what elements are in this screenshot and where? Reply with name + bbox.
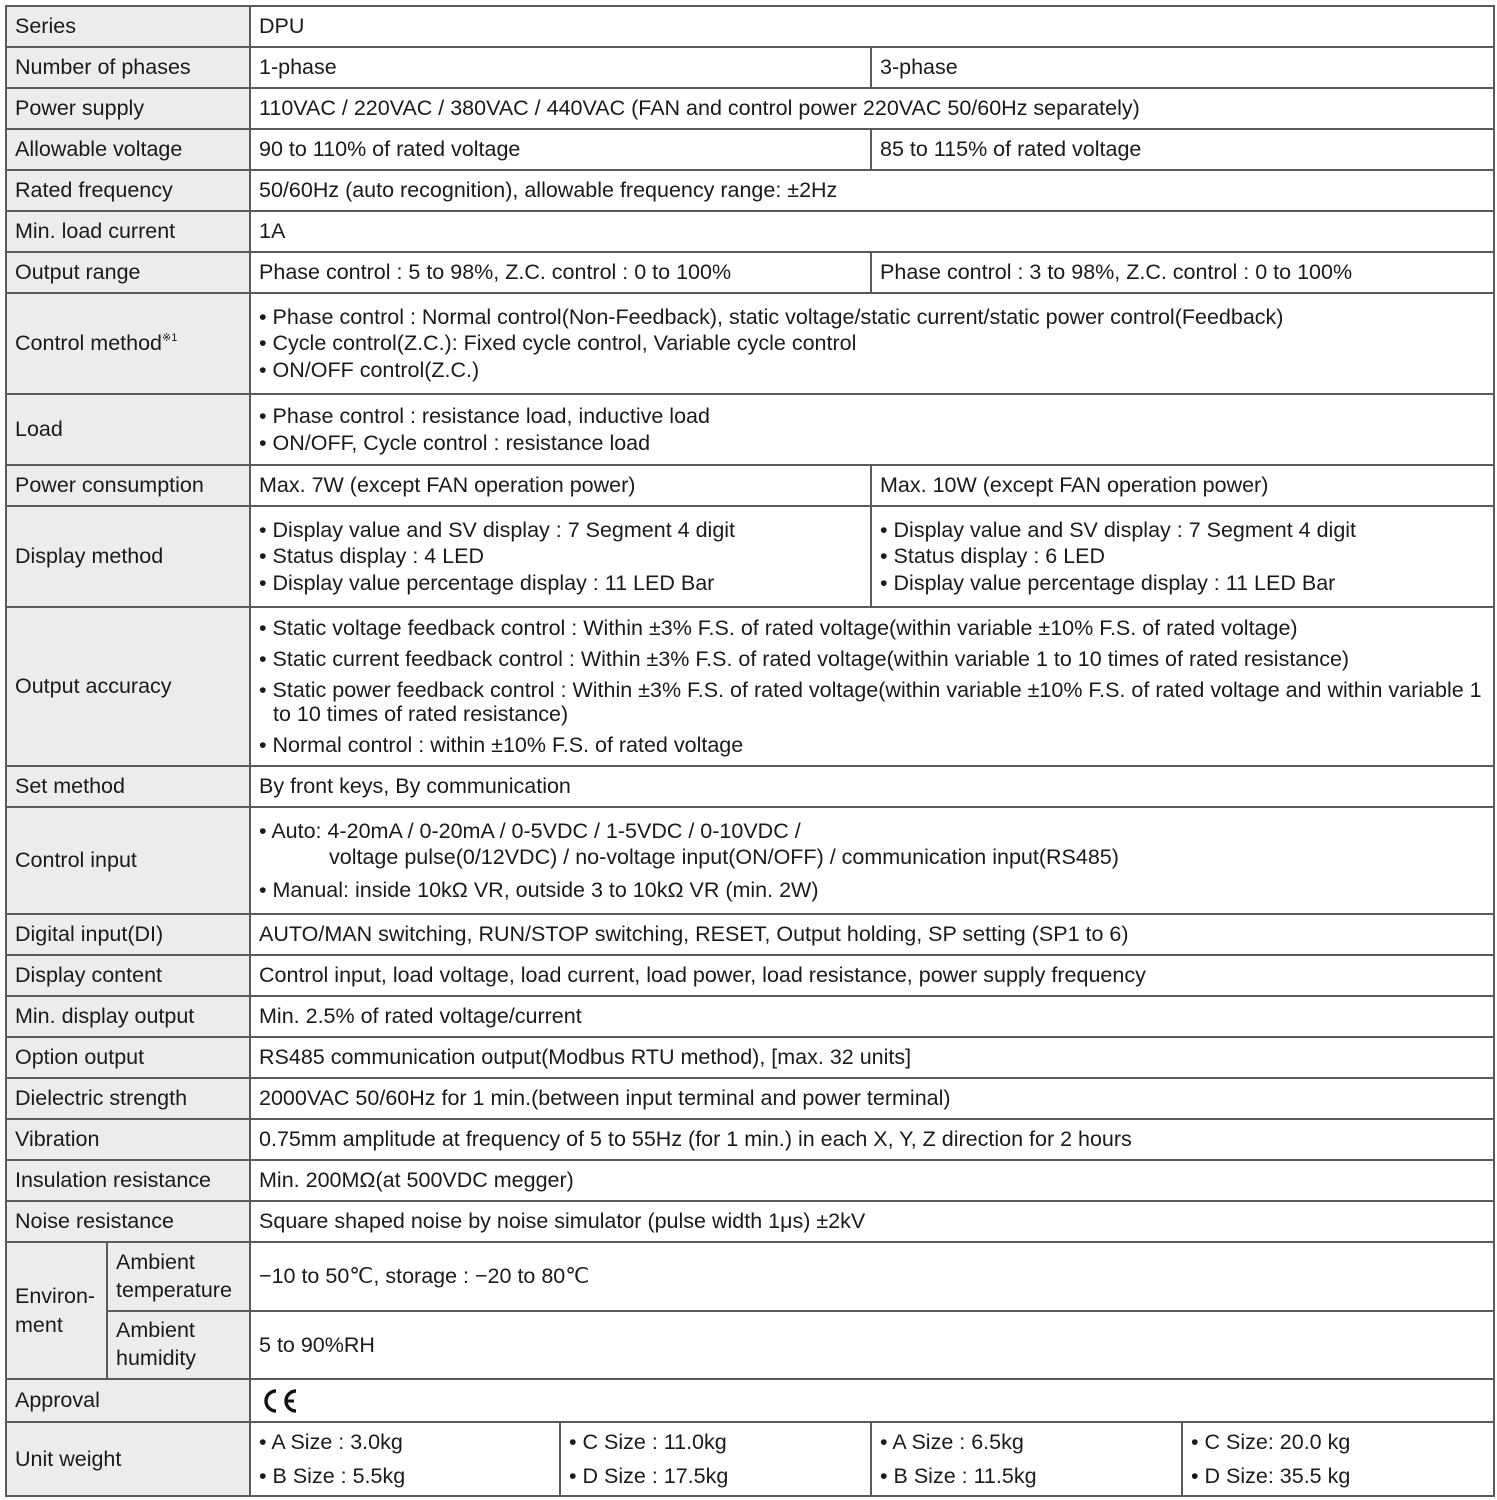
set-method-value: By front keys, By communication <box>250 766 1494 807</box>
display-method-item: • Status display : 4 LED <box>259 544 485 569</box>
weight-item: • A Size : 6.5kg <box>880 1429 1024 1454</box>
row-ambient-temperature <box>6 1242 1494 1311</box>
control-input-value <box>250 807 1494 914</box>
unit-weight-3phase-ab <box>871 1422 1182 1496</box>
weight-item: • C Size : 11.0kg <box>569 1429 727 1454</box>
ambient-temperature-label-line: temperature <box>116 1277 232 1302</box>
phases-1phase: 1-phase <box>250 47 871 88</box>
display-method-item: • Display value and SV display : 7 Segment 4 digit <box>880 518 1357 543</box>
ambient-temperature-label <box>107 1242 250 1311</box>
row-phases <box>6 47 1494 88</box>
row-allowable-voltage <box>6 129 1494 170</box>
digital-input-label: Digital input(DI) <box>6 914 250 955</box>
ambient-humidity-label-line: Ambient <box>116 1318 195 1343</box>
row-series <box>6 6 1494 47</box>
display-method-1phase <box>250 506 871 607</box>
row-ambient-humidity <box>6 1311 1494 1379</box>
weight-item: • A Size : 3.0kg <box>259 1429 403 1454</box>
display-method-item: • Display value and SV display : 7 Segment 4 digit <box>259 518 736 543</box>
weight-item: • C Size: 20.0 kg <box>1191 1429 1351 1454</box>
output-accuracy-item: • Normal control : within ±10% F.S. of rated voltage <box>259 733 744 758</box>
display-method-item: • Status display : 6 LED <box>880 544 1106 569</box>
row-min-display-output <box>6 996 1494 1037</box>
load-value <box>250 394 1494 465</box>
control-input-auto-cont: voltage pulse(0/12VDC) / no-voltage input(ON/OFF) / communication input(RS485) <box>329 845 1119 870</box>
output-range-3phase: Phase control : 3 to 98%, Z.C. control : 0 to 100% <box>871 252 1494 293</box>
noise-resistance-value: Square shaped noise by noise simulator (pulse width 1μs) ±2kV <box>250 1201 1494 1242</box>
min-display-output-label: Min. display output <box>6 996 250 1037</box>
power-supply-label: Power supply <box>6 88 250 129</box>
phases-3phase: 3-phase <box>871 47 1494 88</box>
control-method-label-text: Control method <box>15 331 162 356</box>
series-label: Series <box>6 6 250 47</box>
output-accuracy-item: • Static power feedback control : Within ±3% F.S. of rated voltage(within variable ±10% F.S. of rated voltage and within variable 1 to 10 times of rated resistance) <box>259 677 1482 727</box>
weight-item: • D Size : 17.5kg <box>569 1464 729 1488</box>
digital-input-value: AUTO/MAN switching, RUN/STOP switching, RESET, Output holding, SP setting (SP1 to 6) <box>250 914 1494 955</box>
ambient-temperature-label-line: Ambient <box>116 1249 195 1274</box>
row-approval <box>6 1379 1494 1422</box>
output-accuracy-item: • Static voltage feedback control : Within ±3% F.S. of rated voltage(within variable ±10% F.S. of rated voltage) <box>259 615 1298 640</box>
control-method-item: • Cycle control(Z.C.): Fixed cycle control, Variable cycle control <box>259 331 857 356</box>
phases-label: Number of phases <box>6 47 250 88</box>
approval-label: Approval <box>6 1379 250 1422</box>
control-method-item: • Phase control : Normal control(Non-Feedback), static voltage/static current/static power control(Feedback) <box>259 305 1284 330</box>
allowable-voltage-3phase: 85 to 115% of rated voltage <box>871 129 1494 170</box>
row-rated-frequency <box>6 170 1494 211</box>
ambient-humidity-value: 5 to 90%RH <box>250 1311 1494 1379</box>
insulation-resistance-label: Insulation resistance <box>6 1160 250 1201</box>
rated-frequency-value: 50/60Hz (auto recognition), allowable frequency range: ±2Hz <box>250 170 1494 211</box>
row-vibration <box>6 1119 1494 1160</box>
option-output-value: RS485 communication output(Modbus RTU method), [max. 32 units] <box>250 1037 1494 1078</box>
unit-weight-1phase-cd <box>560 1422 871 1496</box>
environment-label <box>6 1242 107 1379</box>
unit-weight-3phase-cd <box>1182 1422 1494 1496</box>
load-label: Load <box>6 394 250 465</box>
power-consumption-3phase: Max. 10W (except FAN operation power) <box>871 465 1494 506</box>
series-value: DPU <box>250 6 1494 47</box>
min-load-current-label: Min. load current <box>6 211 250 252</box>
row-power-supply <box>6 88 1494 129</box>
option-output-label: Option output <box>6 1037 250 1078</box>
unit-weight-1phase-ab <box>250 1422 560 1496</box>
weight-item: • B Size : 11.5kg <box>880 1464 1037 1488</box>
row-output-range <box>6 252 1494 293</box>
display-content-value: Control input, load voltage, load current, load power, load resistance, power supply frequency <box>250 955 1494 996</box>
environment-label-line: ment <box>15 1312 63 1337</box>
insulation-resistance-value: Min. 200MΩ(at 500VDC megger) <box>250 1160 1494 1201</box>
control-method-item: • ON/OFF control(Z.C.) <box>259 357 480 382</box>
ambient-temperature-value: −10 to 50℃, storage : −20 to 80℃ <box>250 1242 1494 1311</box>
output-range-1phase: Phase control : 5 to 98%, Z.C. control : 0 to 100% <box>250 252 871 293</box>
row-power-consumption <box>6 465 1494 506</box>
row-unit-weight <box>6 1422 1494 1496</box>
row-noise-resistance <box>6 1201 1494 1242</box>
ambient-humidity-label <box>107 1311 250 1379</box>
unit-weight-label: Unit weight <box>6 1422 250 1496</box>
display-method-item: • Display value percentage display : 11 LED Bar <box>259 570 715 595</box>
min-display-output-value: Min. 2.5% of rated voltage/current <box>250 996 1494 1037</box>
power-consumption-1phase: Max. 7W (except FAN operation power) <box>250 465 871 506</box>
display-method-item: • Display value percentage display : 11 LED Bar <box>880 570 1336 595</box>
weight-item: • D Size: 35.5 kg <box>1191 1464 1351 1488</box>
dielectric-strength-label: Dielectric strength <box>6 1078 250 1119</box>
row-display-content <box>6 955 1494 996</box>
load-item: • Phase control : resistance load, inductive load <box>259 404 710 429</box>
set-method-label: Set method <box>6 766 250 807</box>
approval-value <box>250 1379 1494 1422</box>
load-item: • ON/OFF, Cycle control : resistance load <box>259 430 651 455</box>
display-method-label: Display method <box>6 506 250 607</box>
control-input-auto: • Auto: 4-20mA / 0-20mA / 0-5VDC / 1-5VDC / 0-10VDC / <box>259 819 801 844</box>
row-control-method <box>6 293 1494 394</box>
power-supply-value: 110VAC / 220VAC / 380VAC / 440VAC (FAN and control power 220VAC 50/60Hz separately) <box>250 88 1494 129</box>
control-method-value <box>250 293 1494 394</box>
weight-item: • B Size : 5.5kg <box>259 1464 406 1488</box>
row-control-input <box>6 807 1494 914</box>
allowable-voltage-1phase: 90 to 110% of rated voltage <box>250 129 871 170</box>
control-input-manual: • Manual: inside 10kΩ VR, outside 3 to 10kΩ VR (min. 2W) <box>259 877 819 902</box>
footnote-mark: ※1 <box>162 332 178 345</box>
control-method-label <box>6 293 250 394</box>
ambient-humidity-label-line: humidity <box>116 1346 197 1370</box>
environment-label-line: Environ- <box>15 1284 96 1309</box>
output-accuracy-value <box>250 607 1494 766</box>
row-option-output <box>6 1037 1494 1078</box>
output-accuracy-label: Output accuracy <box>6 607 250 766</box>
dielectric-strength-value: 2000VAC 50/60Hz for 1 min.(between input terminal and power terminal) <box>250 1078 1494 1119</box>
row-display-method <box>6 506 1494 607</box>
output-range-label: Output range <box>6 252 250 293</box>
ce-mark-icon <box>259 1387 299 1415</box>
power-consumption-label: Power consumption <box>6 465 250 506</box>
spec-table <box>5 5 1495 1497</box>
row-min-load-current <box>6 211 1494 252</box>
display-content-label: Display content <box>6 955 250 996</box>
row-digital-input <box>6 914 1494 955</box>
control-input-label: Control input <box>6 807 250 914</box>
row-insulation-resistance <box>6 1160 1494 1201</box>
allowable-voltage-label: Allowable voltage <box>6 129 250 170</box>
vibration-label: Vibration <box>6 1119 250 1160</box>
row-dielectric-strength <box>6 1078 1494 1119</box>
row-set-method <box>6 766 1494 807</box>
rated-frequency-label: Rated frequency <box>6 170 250 211</box>
noise-resistance-label: Noise resistance <box>6 1201 250 1242</box>
display-method-3phase <box>871 506 1494 607</box>
row-output-accuracy <box>6 607 1494 766</box>
row-load <box>6 394 1494 465</box>
min-load-current-value: 1A <box>250 211 1494 252</box>
output-accuracy-item: • Static current feedback control : Within ±3% F.S. of rated voltage(within variable 1 to 10 times of rated resistance) <box>259 646 1350 671</box>
vibration-value: 0.75mm amplitude at frequency of 5 to 55Hz (for 1 min.) in each X, Y, Z direction for 2 hours <box>250 1119 1494 1160</box>
